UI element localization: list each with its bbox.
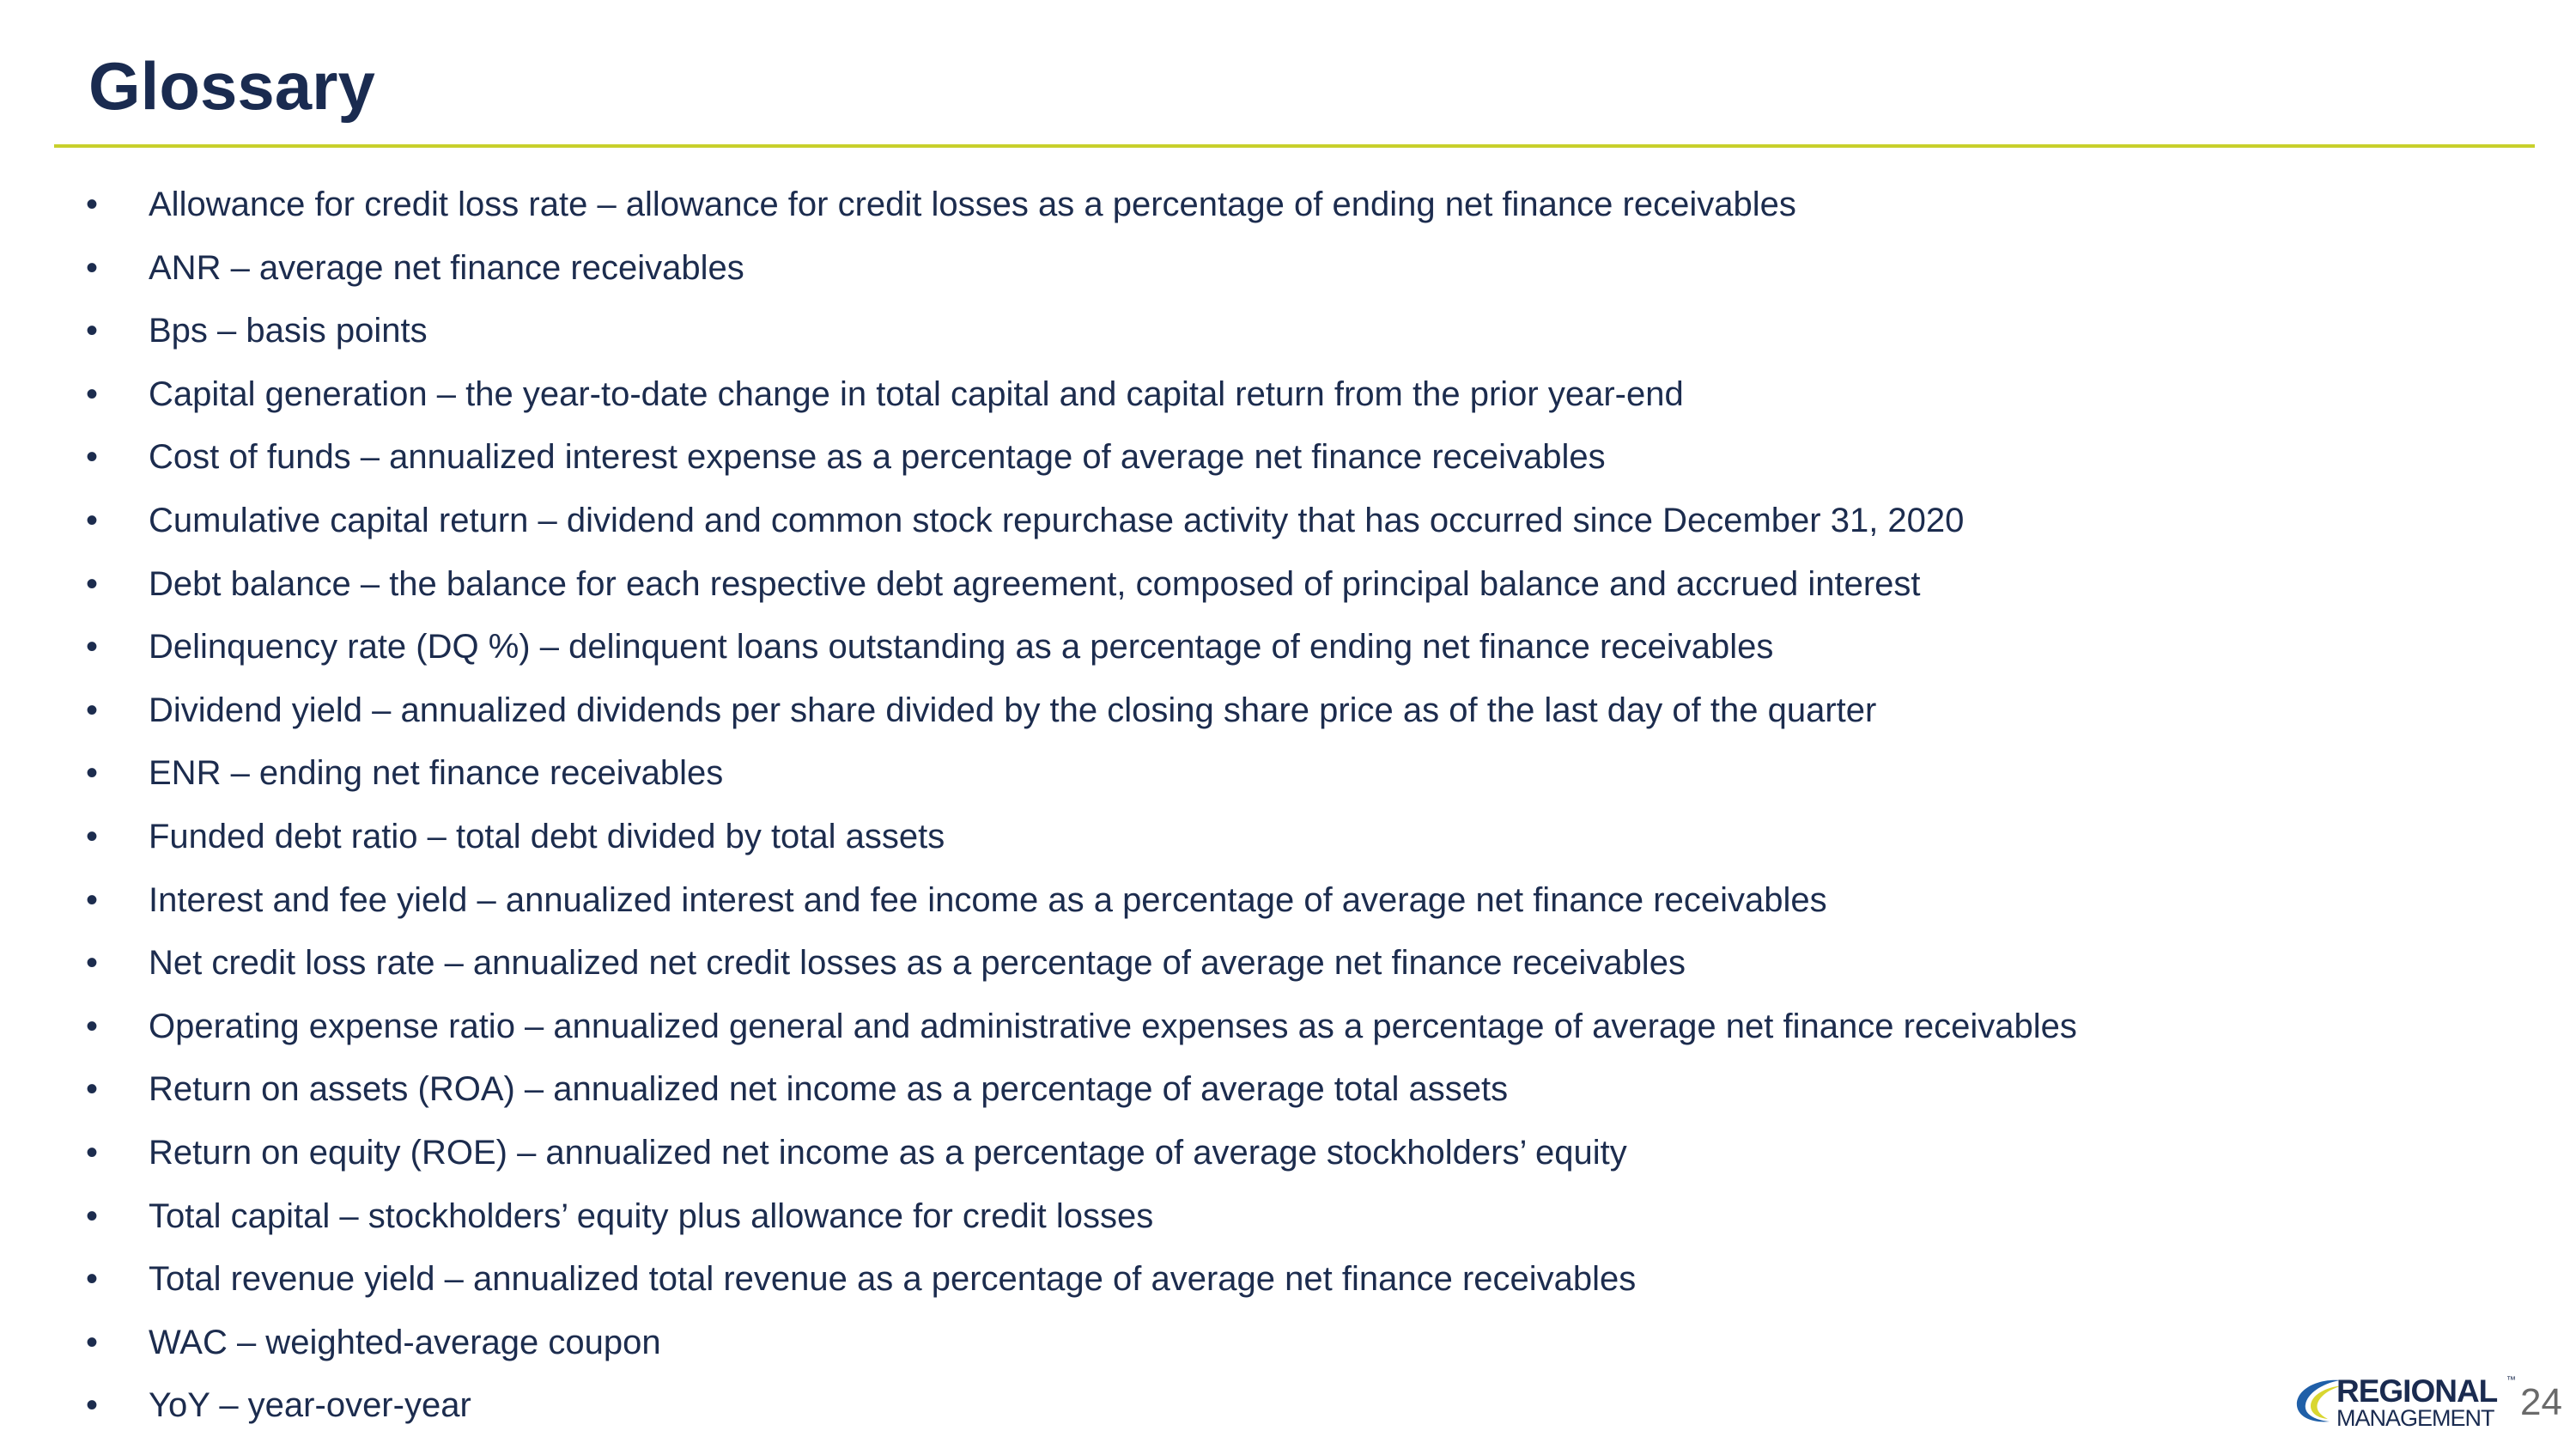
bullet-icon: • (86, 691, 99, 729)
glossary-item (86, 1255, 2077, 1318)
bullet-icon: • (86, 186, 99, 223)
bullet-icon: • (86, 248, 99, 287)
glossary-item-text: ANR – average net finance receivables (149, 248, 744, 287)
title-divider (54, 144, 2535, 148)
glossary-item-text: Dividend yield – annualized dividends per share divided by the closing share price as of the last day of the quarter (149, 691, 1877, 729)
bullet-icon: • (86, 1133, 99, 1172)
glossary-item-text: Return on equity (ROE) – annualized net income as a percentage of average stockholders’ equity (149, 1133, 1627, 1172)
glossary-item-text: Net credit loss rate – annualized net credit losses as a percentage of average net finance receivables (149, 944, 1686, 983)
page-number: 24 (2520, 1381, 2562, 1423)
glossary-item (86, 307, 2077, 370)
glossary-item-text: Interest and fee yield – annualized interest and fee income as a percentage of average net finance receivables (149, 880, 1827, 919)
glossary-item-text: WAC – weighted-average coupon (149, 1323, 661, 1361)
bullet-icon: • (86, 564, 99, 603)
glossary-item (86, 939, 2077, 1002)
bullet-icon: • (86, 628, 99, 667)
glossary-item (86, 370, 2077, 434)
glossary-item (86, 560, 2077, 624)
glossary-item-text: YoY – year-over-year (149, 1386, 471, 1425)
glossary-item-text: Allowance for credit loss rate – allowance for credit losses as a percentage of ending net finance receivables (149, 186, 1796, 223)
bullet-icon: • (86, 1196, 99, 1235)
bullet-icon: • (86, 1070, 99, 1109)
glossary-item-text: Operating expense ratio – annualized general and administrative expenses as a percentage of average net finance receivables (149, 1007, 2077, 1045)
glossary-item (86, 686, 2077, 750)
bullet-icon: • (86, 1260, 99, 1299)
glossary-item (86, 1065, 2077, 1129)
glossary-item (86, 1381, 2077, 1445)
company-logo (2290, 1372, 2516, 1432)
glossary-item (86, 1318, 2077, 1382)
glossary-item (86, 1129, 2077, 1192)
glossary-item-text: Bps – basis points (149, 312, 428, 350)
glossary-item-text: Delinquency rate (DQ %) – delinquent loans outstanding as a percentage of ending net finance receivables (149, 628, 1774, 667)
bullet-icon: • (86, 312, 99, 350)
glossary-item-text: Funded debt ratio – total debt divided by total assets (149, 817, 945, 855)
logo-trademark: ™ (2506, 1375, 2516, 1385)
bullet-icon: • (86, 754, 99, 793)
logo-wordmark-top: REGIONAL (2336, 1373, 2498, 1409)
glossary-item (86, 749, 2077, 813)
bullet-icon: • (86, 880, 99, 919)
glossary-item (86, 623, 2077, 686)
page-title: Glossary (88, 48, 375, 124)
glossary-list (86, 180, 2077, 1445)
bullet-icon: • (86, 501, 99, 539)
glossary-item-text: Total capital – stockholders’ equity plus allowance for credit losses (149, 1196, 1154, 1235)
logo-wordmark-bottom: MANAGEMENT (2336, 1405, 2494, 1431)
bullet-icon: • (86, 1323, 99, 1361)
glossary-item (86, 813, 2077, 876)
glossary-item (86, 180, 2077, 244)
glossary-item-text: Total revenue yield – annualized total revenue as a percentage of average net finance receivables (149, 1260, 1637, 1299)
glossary-item-text: Cumulative capital return – dividend and common stock repurchase activity that has occurred since December 31, 2020 (149, 501, 1965, 539)
glossary-item (86, 244, 2077, 307)
glossary-item (86, 876, 2077, 940)
bullet-icon: • (86, 817, 99, 855)
glossary-item (86, 433, 2077, 496)
bullet-icon: • (86, 374, 99, 413)
bullet-icon: • (86, 944, 99, 983)
glossary-item (86, 1002, 2077, 1066)
glossary-item-text: ENR – ending net finance receivables (149, 754, 724, 793)
glossary-item-text: Return on assets (ROA) – annualized net income as a percentage of average total assets (149, 1070, 1509, 1109)
glossary-item-text: Cost of funds – annualized interest expense as a percentage of average net finance receivables (149, 438, 1606, 477)
glossary-item-text: Debt balance – the balance for each respective debt agreement, composed of principal balance and accrued interest (149, 564, 1921, 603)
bullet-icon: • (86, 1007, 99, 1045)
bullet-icon: • (86, 438, 99, 477)
glossary-item-text: Capital generation – the year-to-date change in total capital and capital return from the prior year-end (149, 374, 1684, 413)
glossary-item (86, 1192, 2077, 1256)
bullet-icon: • (86, 1386, 99, 1425)
glossary-item (86, 496, 2077, 560)
